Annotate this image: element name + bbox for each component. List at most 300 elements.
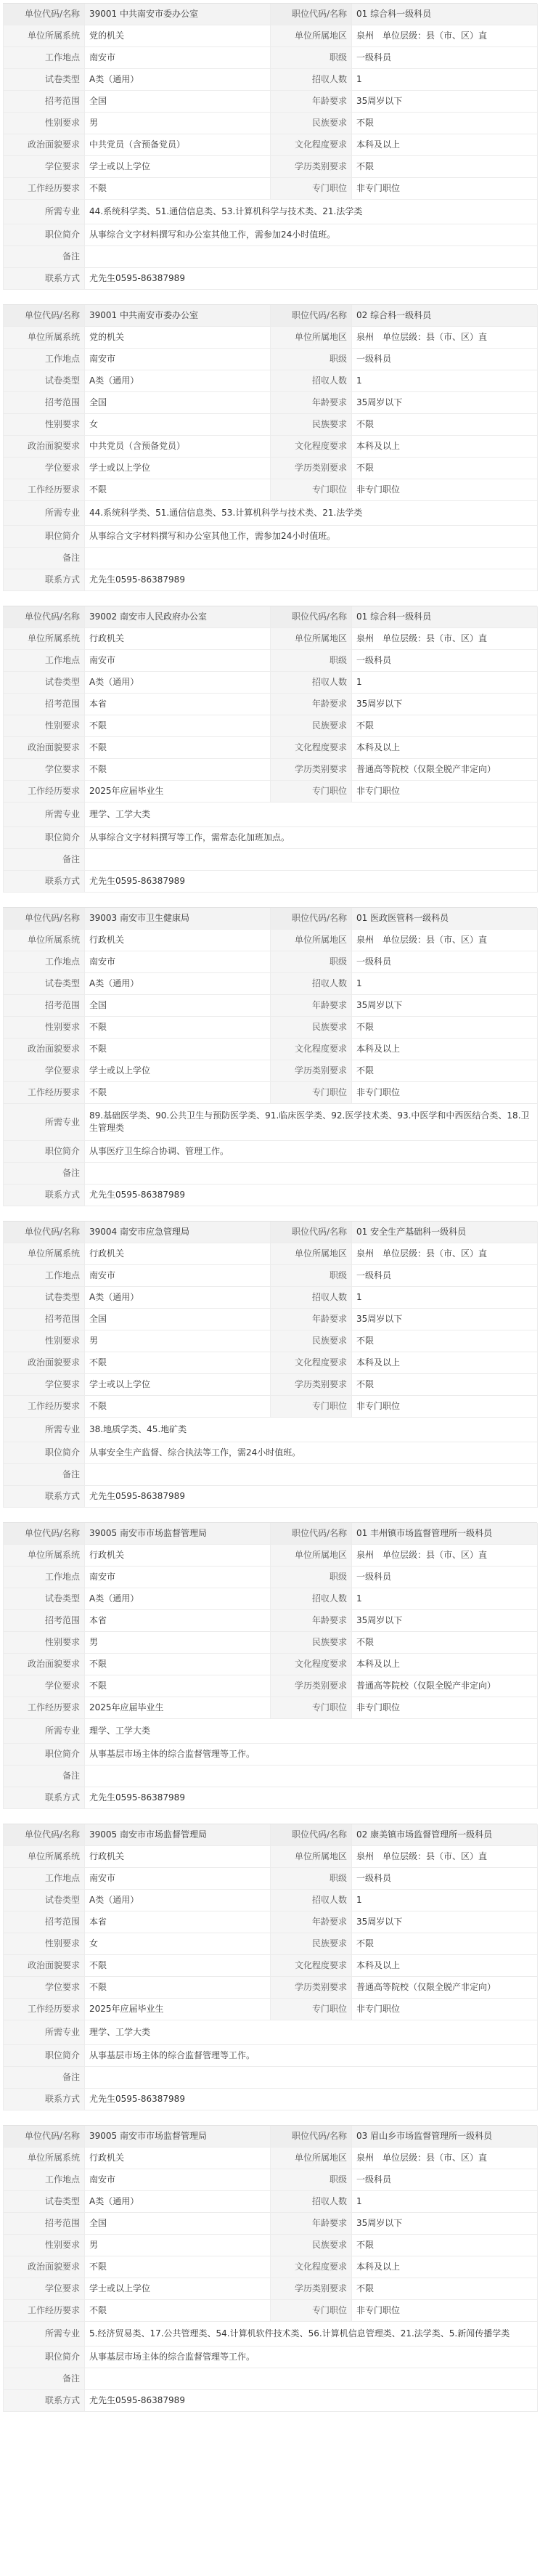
education-type-value: 不限 [352,1060,538,1082]
special-position-label: 专门职位 [271,1396,352,1418]
table-row [4,1955,538,1977]
major-requirement-value: 38.地质学类、45.地矿类 [85,1418,538,1442]
contact-info-label: 联系方式 [4,268,85,290]
unit-name-label: 单位代码/名称 [4,1824,85,1846]
unit-name-value: 39005 南安市市场监督管理局 [85,1824,271,1846]
work-place-label: 工作地点 [4,1265,85,1287]
table-row [4,1610,538,1632]
table-row [4,1060,538,1082]
education-type-label: 学历类别要求 [271,1675,352,1697]
exam-type-label: 试卷类型 [4,1890,85,1911]
table-row [4,1396,538,1418]
political-status-value: 不限 [85,1352,271,1374]
special-position-value: 非专门职位 [352,2300,538,2322]
work-place-value: 南安市 [85,1567,271,1588]
table-row [4,200,538,224]
unit-type-value: 行政机关 [85,1243,271,1265]
gender-requirement-value: 女 [85,414,271,436]
special-position-value: 非专门职位 [352,1396,538,1418]
contact-info-value: 尤先生0595-86387989 [85,268,538,290]
political-status-value: 不限 [85,737,271,759]
age-requirement-label: 年龄要求 [271,995,352,1017]
recruit-scope-value: 本省 [85,1610,271,1632]
position-level-value: 一级科员 [352,650,538,672]
table-row [4,1163,538,1185]
ethnic-requirement-label: 民族要求 [271,113,352,134]
education-type-label: 学历类别要求 [271,759,352,781]
ethnic-requirement-label: 民族要求 [271,1017,352,1039]
table-row [4,1418,538,1442]
unit-type-value: 行政机关 [85,2148,271,2169]
exam-type-value: A类（通用） [85,370,271,392]
exam-type-label: 试卷类型 [4,370,85,392]
gender-requirement-label: 性别要求 [4,715,85,737]
recruit-scope-label: 招考范围 [4,392,85,414]
position-note-label: 备注 [4,2067,85,2089]
education-type-label: 学历类别要求 [271,1060,352,1082]
work-experience-label: 工作经历要求 [4,781,85,803]
education-type-value: 不限 [352,156,538,178]
age-requirement-label: 年龄要求 [271,91,352,113]
table-row [4,2169,538,2191]
education-requirement-value: 本科及以上 [352,134,538,156]
position-intro-label: 职位简介 [4,526,85,548]
special-position-value: 非专门职位 [352,1082,538,1104]
position-note-value [85,548,538,569]
table-row [4,2300,538,2322]
position-level-label: 职级 [271,349,352,370]
age-requirement-value: 35周岁以下 [352,2213,538,2235]
unit-type-value: 行政机关 [85,1846,271,1868]
degree-requirement-label: 学位要求 [4,156,85,178]
table-row [4,2278,538,2300]
table-row [4,1766,538,1787]
table-row [4,628,538,650]
ethnic-requirement-label: 民族要求 [271,1330,352,1352]
table-row [4,1675,538,1697]
table-row [4,1104,538,1141]
contact-info-value: 尤先生0595-86387989 [85,871,538,893]
table-row [4,305,538,327]
age-requirement-value: 35周岁以下 [352,91,538,113]
position-table [3,1222,538,1508]
major-requirement-label: 所需专业 [4,1719,85,1744]
position-name-label: 职位代码/名称 [271,2126,352,2148]
position-intro-label: 职位简介 [4,224,85,246]
age-requirement-label: 年龄要求 [271,694,352,715]
position-name-value: 02 综合科一级科员 [352,305,538,327]
position-block [3,304,537,591]
work-experience-value: 不限 [85,1396,271,1418]
position-intro-value: 从事基层市场主体的综合监督管理等工作。 [85,1744,538,1766]
table-row [4,458,538,479]
table-row [4,501,538,526]
political-status-label: 政治面貌要求 [4,1955,85,1977]
degree-requirement-value: 不限 [85,759,271,781]
table-row [4,1632,538,1654]
recruit-quota-label: 招収人数 [271,1287,352,1309]
degree-requirement-label: 学位要求 [4,458,85,479]
position-name-label: 职位代码/名称 [271,4,352,25]
exam-type-value: A类（通用） [85,672,271,694]
recruit-quota-value: 1 [352,973,538,995]
recruit-quota-value: 1 [352,370,538,392]
position-block [3,1522,537,1809]
table-row [4,606,538,628]
unit-region-label: 单位所属地区 [271,2148,352,2169]
table-row [4,930,538,951]
unit-region-value: 泉州 单位层级：县（市、区）直 [352,930,538,951]
position-level-label: 职级 [271,951,352,973]
table-row [4,268,538,290]
age-requirement-label: 年龄要求 [271,1309,352,1330]
table-row [4,2256,538,2278]
special-position-value: 非专门职位 [352,479,538,501]
recruit-scope-label: 招考范围 [4,91,85,113]
political-status-label: 政治面貌要求 [4,436,85,458]
table-row [4,134,538,156]
table-row [4,1141,538,1163]
position-note-value [85,2368,538,2390]
political-status-label: 政治面貌要求 [4,1352,85,1374]
table-row [4,2148,538,2169]
unit-name-label: 单位代码/名称 [4,1523,85,1545]
unit-type-value: 行政机关 [85,930,271,951]
table-row [4,908,538,930]
major-requirement-label: 所需专业 [4,2322,85,2347]
education-requirement-value: 本科及以上 [352,436,538,458]
position-level-label: 职级 [271,47,352,69]
position-block [3,907,537,1206]
position-note-label: 备注 [4,1464,85,1486]
position-level-label: 职级 [271,1868,352,1890]
education-requirement-value: 本科及以上 [352,1039,538,1060]
education-requirement-label: 文化程度要求 [271,436,352,458]
gender-requirement-value: 男 [85,113,271,134]
special-position-label: 专门职位 [271,178,352,200]
work-experience-label: 工作经历要求 [4,1697,85,1719]
contact-info-value: 尤先生0595-86387989 [85,2390,538,2412]
table-row [4,1265,538,1287]
contact-info-value: 尤先生0595-86387989 [85,1185,538,1206]
position-table [3,908,538,1206]
ethnic-requirement-label: 民族要求 [271,1933,352,1955]
age-requirement-label: 年龄要求 [271,2213,352,2235]
table-row [4,1787,538,1809]
exam-type-label: 试卷类型 [4,69,85,91]
gender-requirement-label: 性别要求 [4,2235,85,2256]
table-row [4,2390,538,2412]
position-name-value: 03 眉山乡市场监督管理所一级科员 [352,2126,538,2148]
table-row [4,1868,538,1890]
exam-type-value: A类（通用） [85,2191,271,2213]
work-place-label: 工作地点 [4,2169,85,2191]
exam-type-label: 试卷类型 [4,2191,85,2213]
ethnic-requirement-label: 民族要求 [271,414,352,436]
unit-region-value: 泉州 单位层级：县（市、区）直 [352,2148,538,2169]
table-row [4,2045,538,2067]
degree-requirement-value: 学士或以上学位 [85,1374,271,1396]
table-row [4,414,538,436]
exam-type-label: 试卷类型 [4,672,85,694]
position-name-label: 职位代码/名称 [271,606,352,628]
table-row [4,2368,538,2390]
position-note-label: 备注 [4,548,85,569]
table-row [4,650,538,672]
table-row [4,1352,538,1374]
education-type-value: 普通高等院校（仅限全脱产非定向） [352,759,538,781]
table-row [4,548,538,569]
age-requirement-value: 35周岁以下 [352,1309,538,1330]
table-row [4,1017,538,1039]
position-table [3,4,538,290]
major-requirement-label: 所需专业 [4,803,85,827]
recruit-scope-label: 招考范围 [4,1309,85,1330]
recruit-quota-label: 招収人数 [271,973,352,995]
contact-info-label: 联系方式 [4,1185,85,1206]
age-requirement-value: 35周岁以下 [352,995,538,1017]
recruit-scope-label: 招考范围 [4,694,85,715]
table-row [4,1654,538,1675]
recruit-quota-value: 1 [352,69,538,91]
unit-region-label: 单位所属地区 [271,1545,352,1567]
table-row [4,1082,538,1104]
table-row [4,1330,538,1352]
age-requirement-value: 35周岁以下 [352,694,538,715]
gender-requirement-value: 不限 [85,715,271,737]
table-row [4,694,538,715]
table-row [4,2347,538,2368]
degree-requirement-label: 学位要求 [4,1060,85,1082]
education-type-label: 学历类别要求 [271,156,352,178]
position-table [3,1523,538,1809]
position-intro-label: 职位简介 [4,2347,85,2368]
contact-info-value: 尤先生0595-86387989 [85,1787,538,1809]
table-row [4,392,538,414]
ethnic-requirement-value: 不限 [352,1017,538,1039]
position-block [3,1221,537,1508]
unit-type-value: 党的机关 [85,25,271,47]
position-level-value: 一级科员 [352,1265,538,1287]
table-row [4,436,538,458]
unit-type-label: 单位所属系统 [4,628,85,650]
table-row [4,1464,538,1486]
position-intro-value: 从事安全生产监督、综合执法等工作，需24小时值班。 [85,1442,538,1464]
work-experience-value: 不限 [85,479,271,501]
unit-region-value: 泉州 单位层级：县（市、区）直 [352,1545,538,1567]
position-table [3,305,538,591]
education-requirement-value: 本科及以上 [352,1654,538,1675]
ethnic-requirement-value: 不限 [352,113,538,134]
unit-type-label: 单位所属系统 [4,327,85,349]
unit-region-label: 单位所属地区 [271,628,352,650]
major-requirement-label: 所需专业 [4,501,85,526]
table-row [4,1243,538,1265]
degree-requirement-value: 学士或以上学位 [85,2278,271,2300]
table-row [4,47,538,69]
table-row [4,156,538,178]
ethnic-requirement-label: 民族要求 [271,2235,352,2256]
major-requirement-value: 5.经济贸易类、17.公共管理类、54.计算机软件技术类、56.计算机信息管理类、21.法学类、5.新闻传播学类 [85,2322,538,2347]
exam-type-value: A类（通用） [85,69,271,91]
table-row [4,1309,538,1330]
work-place-label: 工作地点 [4,47,85,69]
political-status-value: 不限 [85,1039,271,1060]
table-row [4,1719,538,1744]
table-row [4,827,538,849]
work-place-label: 工作地点 [4,650,85,672]
table-row [4,1222,538,1243]
work-experience-label: 工作经历要求 [4,479,85,501]
ethnic-requirement-label: 民族要求 [271,715,352,737]
unit-name-label: 单位代码/名称 [4,305,85,327]
recruit-scope-value: 全国 [85,2213,271,2235]
contact-info-label: 联系方式 [4,2390,85,2412]
work-place-value: 南安市 [85,1868,271,1890]
political-status-label: 政治面貌要求 [4,1039,85,1060]
recruit-quota-label: 招収人数 [271,1890,352,1911]
work-experience-value: 不限 [85,1082,271,1104]
contact-info-value: 尤先生0595-86387989 [85,2089,538,2110]
exam-type-value: A类（通用） [85,973,271,995]
major-requirement-value: 44.系统科学类、51.通信信息类、53.计算机科学与技术类、21.法学类 [85,200,538,224]
unit-type-label: 单位所属系统 [4,1545,85,1567]
work-place-value: 南安市 [85,47,271,69]
position-level-value: 一级科员 [352,2169,538,2191]
table-row [4,1523,538,1545]
position-block [3,3,537,290]
education-type-value: 不限 [352,2278,538,2300]
degree-requirement-value: 不限 [85,1675,271,1697]
table-row [4,4,538,25]
unit-region-label: 单位所属地区 [271,930,352,951]
major-requirement-label: 所需专业 [4,200,85,224]
position-note-value [85,246,538,268]
unit-name-label: 单位代码/名称 [4,606,85,628]
age-requirement-value: 35周岁以下 [352,1610,538,1632]
work-place-value: 南安市 [85,349,271,370]
table-row [4,715,538,737]
table-row [4,951,538,973]
position-intro-value: 从事综合文字材料撰写和办公室其他工作，需参加24小时值班。 [85,526,538,548]
position-level-label: 职级 [271,1567,352,1588]
position-intro-label: 职位简介 [4,827,85,849]
position-note-label: 备注 [4,1766,85,1787]
political-status-label: 政治面貌要求 [4,1654,85,1675]
education-type-label: 学历类别要求 [271,2278,352,2300]
position-note-label: 备注 [4,2368,85,2390]
unit-region-value: 泉州 单位层级：县（市、区）直 [352,327,538,349]
age-requirement-value: 35周岁以下 [352,392,538,414]
age-requirement-label: 年龄要求 [271,392,352,414]
table-row [4,1374,538,1396]
table-row [4,569,538,591]
unit-type-label: 单位所属系统 [4,930,85,951]
position-level-label: 职级 [271,1265,352,1287]
position-name-value: 01 安全生产基础科一级科员 [352,1222,538,1243]
unit-region-value: 泉州 单位层级：县（市、区）直 [352,628,538,650]
recruit-scope-value: 全国 [85,995,271,1017]
major-requirement-value: 理学、工学大类 [85,803,538,827]
position-intro-value: 从事基层市场主体的综合监督管理等工作。 [85,2045,538,2067]
unit-type-label: 单位所属系统 [4,25,85,47]
education-requirement-label: 文化程度要求 [271,1955,352,1977]
political-status-label: 政治面貌要求 [4,2256,85,2278]
unit-region-value: 泉州 单位层级：县（市、区）直 [352,1846,538,1868]
position-name-value: 01 综合科一级科员 [352,4,538,25]
gender-requirement-value: 男 [85,1632,271,1654]
special-position-label: 专门职位 [271,1999,352,2020]
unit-name-label: 单位代码/名称 [4,2126,85,2148]
unit-name-value: 39001 中共南安市委办公室 [85,4,271,25]
recruit-quota-label: 招収人数 [271,1588,352,1610]
position-name-value: 02 康美镇市场监督管理所一级科员 [352,1824,538,1846]
recruit-quota-value: 1 [352,1890,538,1911]
position-level-value: 一级科员 [352,1567,538,1588]
recruit-quota-label: 招収人数 [271,2191,352,2213]
recruit-scope-label: 招考范围 [4,2213,85,2235]
recruit-scope-value: 全国 [85,392,271,414]
table-row [4,1567,538,1588]
position-table [3,606,538,893]
political-status-value: 中共党员（含预备党员） [85,436,271,458]
table-row [4,246,538,268]
political-status-value: 不限 [85,2256,271,2278]
position-intro-value: 从事基层市场主体的综合监督管理等工作。 [85,2347,538,2368]
unit-name-value: 39005 南安市市场监督管理局 [85,1523,271,1545]
major-requirement-label: 所需专业 [4,1418,85,1442]
work-experience-label: 工作经历要求 [4,2300,85,2322]
unit-name-value: 39001 中共南安市委办公室 [85,305,271,327]
position-level-value: 一级科员 [352,349,538,370]
table-row [4,2067,538,2089]
special-position-label: 专门职位 [271,479,352,501]
work-place-label: 工作地点 [4,349,85,370]
major-requirement-value: 理学、工学大类 [85,2020,538,2045]
gender-requirement-label: 性别要求 [4,1933,85,1955]
degree-requirement-label: 学位要求 [4,1374,85,1396]
political-status-label: 政治面貌要求 [4,737,85,759]
position-note-label: 备注 [4,1163,85,1185]
position-block [3,2125,537,2412]
contact-info-label: 联系方式 [4,1486,85,1508]
position-name-label: 职位代码/名称 [271,305,352,327]
position-intro-value: 从事医疗卫生综合协调、管理工作。 [85,1141,538,1163]
table-row [4,91,538,113]
table-row [4,781,538,803]
political-status-value: 不限 [85,1955,271,1977]
position-block [3,606,537,893]
ethnic-requirement-value: 不限 [352,2235,538,2256]
degree-requirement-label: 学位要求 [4,759,85,781]
position-name-value: 01 丰州镇市场监督管理所一级科员 [352,1523,538,1545]
table-row [4,526,538,548]
unit-name-value: 39005 南安市市场监督管理局 [85,2126,271,2148]
table-row [4,224,538,246]
political-status-label: 政治面貌要求 [4,134,85,156]
gender-requirement-label: 性别要求 [4,1330,85,1352]
table-row [4,803,538,827]
table-row [4,1185,538,1206]
gender-requirement-label: 性别要求 [4,1017,85,1039]
unit-name-value: 39002 南安市人民政府办公室 [85,606,271,628]
education-requirement-label: 文化程度要求 [271,134,352,156]
education-requirement-label: 文化程度要求 [271,1352,352,1374]
recruit-quota-label: 招収人数 [271,69,352,91]
education-type-value: 不限 [352,458,538,479]
table-row [4,1977,538,1999]
table-row [4,178,538,200]
